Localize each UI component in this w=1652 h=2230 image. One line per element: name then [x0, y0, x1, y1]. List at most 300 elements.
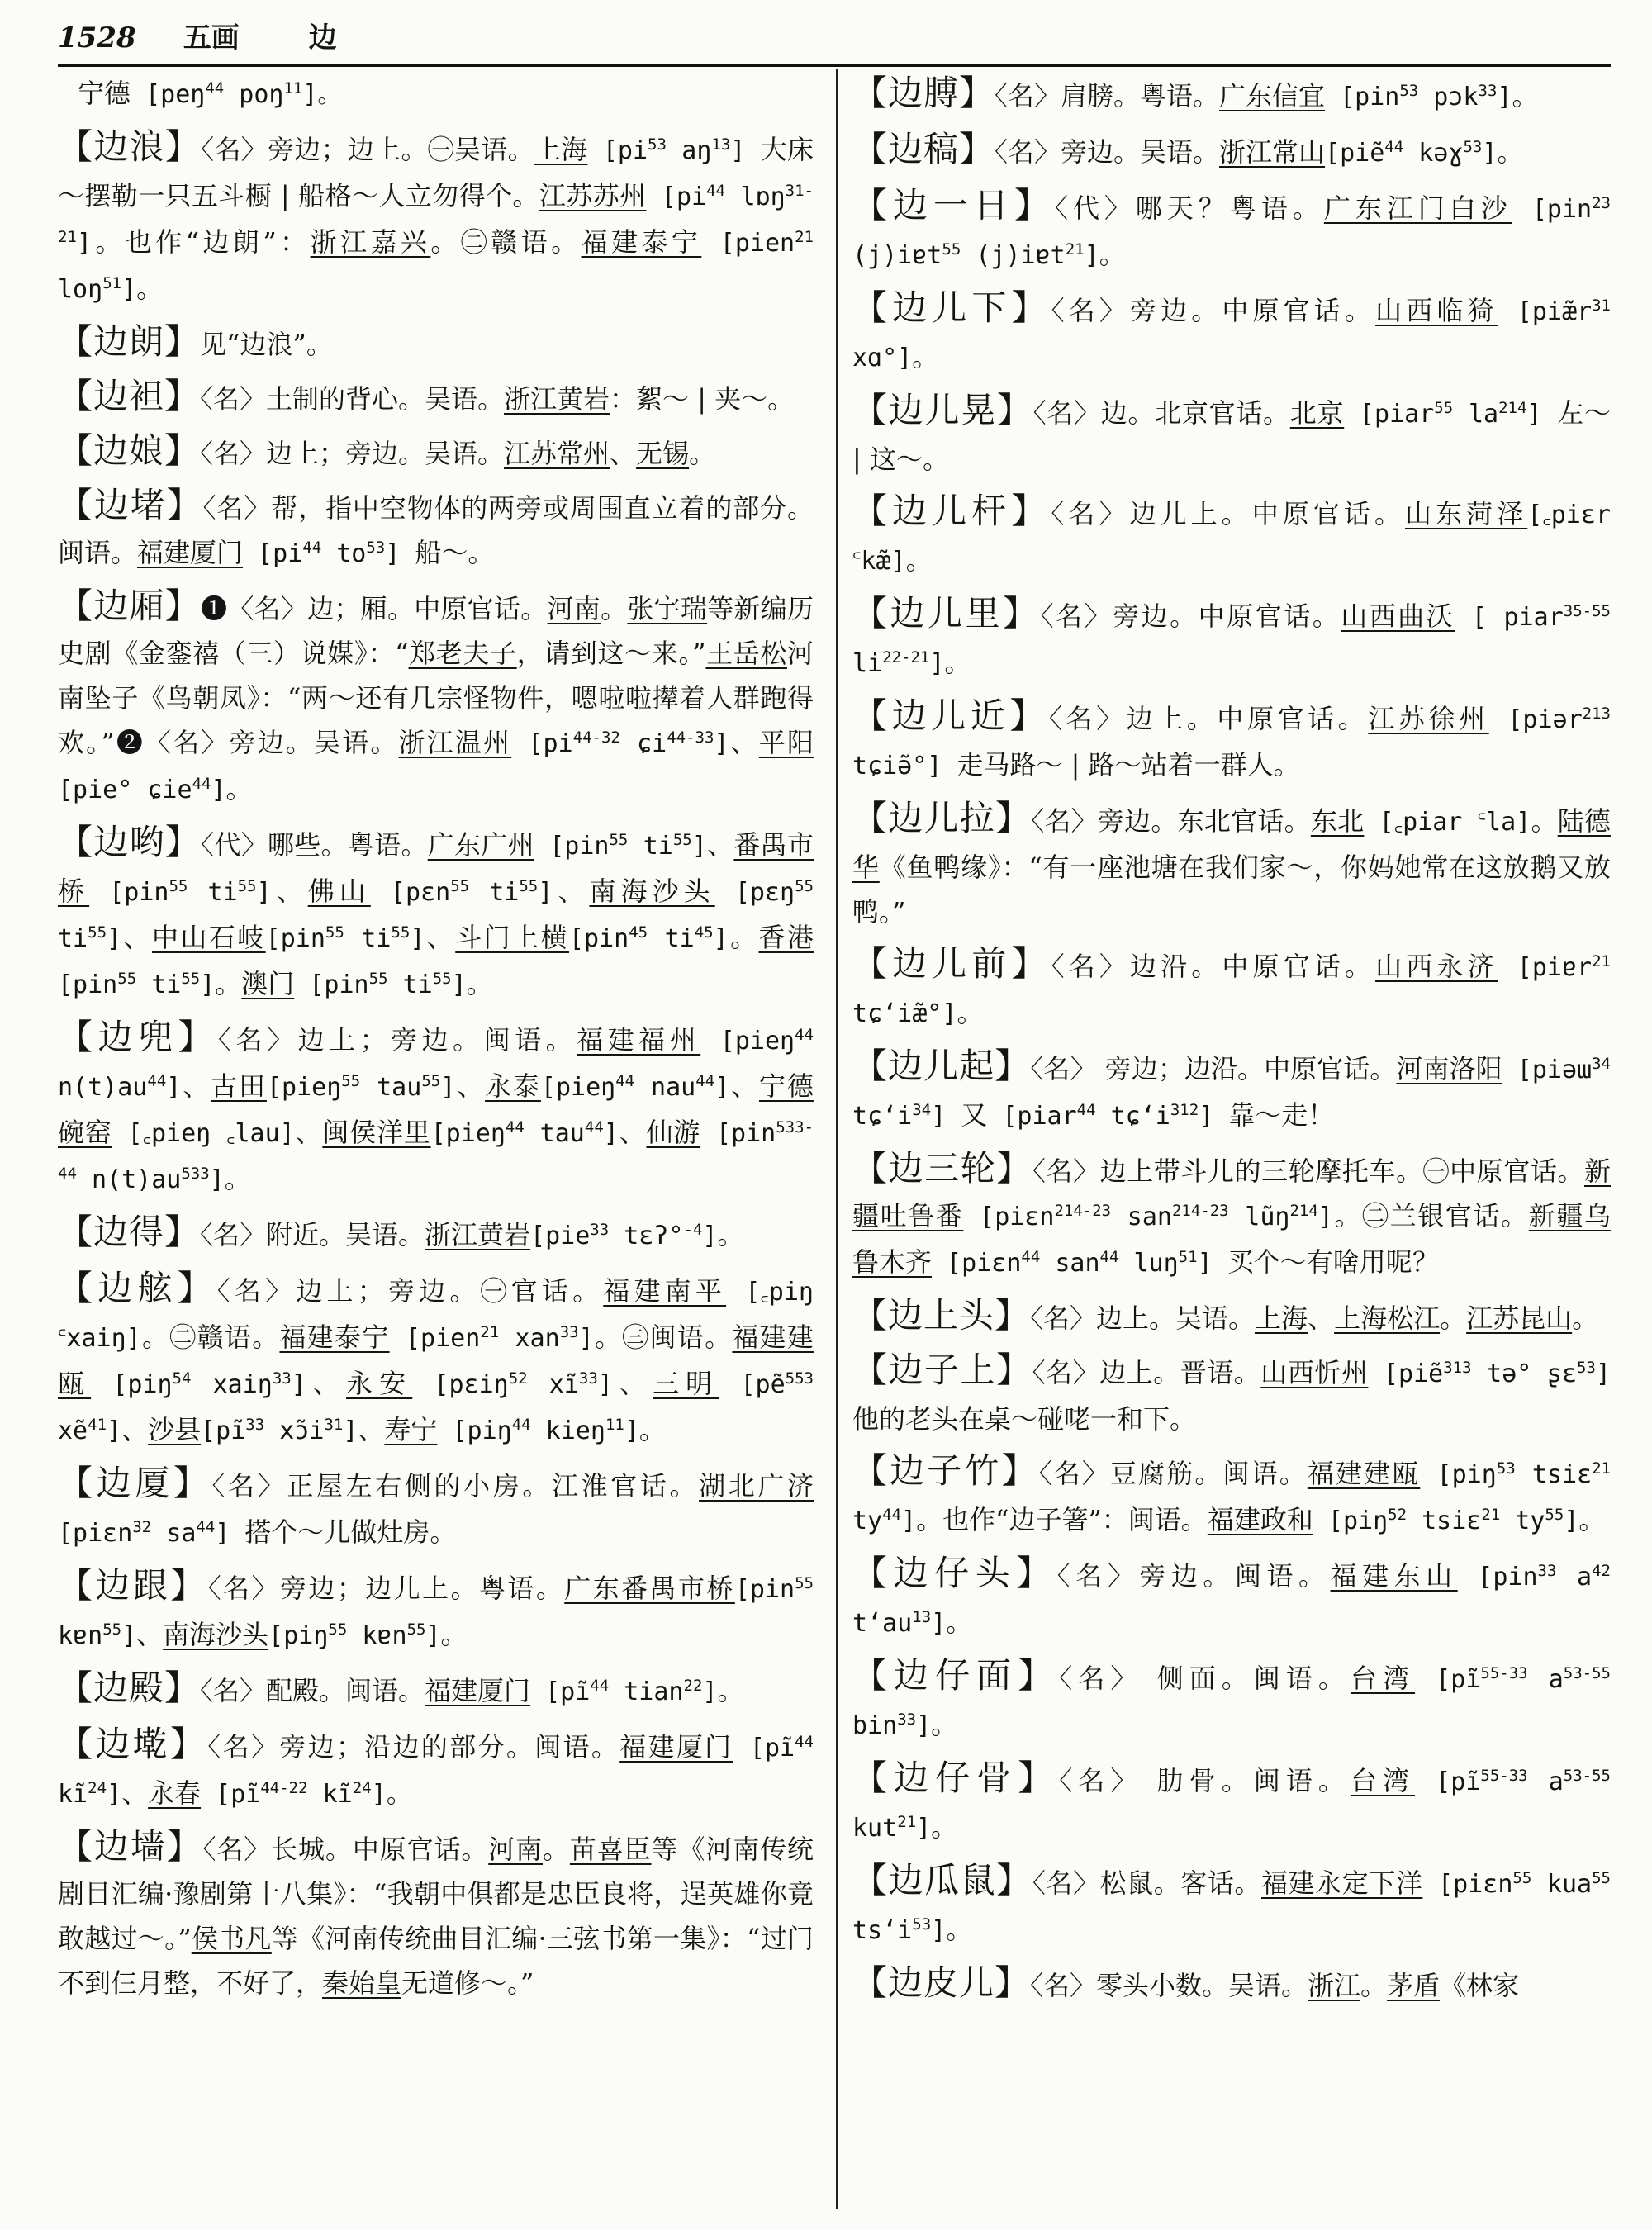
place-name: 侯书凡: [191, 1923, 272, 1954]
place-name: 上海松江: [1334, 1302, 1441, 1334]
place-name: 斗门上横: [455, 922, 569, 953]
definition-text: 。: [1360, 1970, 1388, 2001]
definition-text: 、: [121, 1414, 149, 1445]
dictionary-entry: [58, 1722, 814, 1817]
place-name: 福建厦门: [425, 1675, 531, 1706]
definition-text: 。: [912, 341, 939, 372]
phonetic-transcription: [peŋ$^{44}$ poŋ$^{11}$]。: [131, 79, 343, 109]
place-name: 永泰: [485, 1070, 541, 1102]
entry-headword: 【边子上】: [852, 1350, 1032, 1390]
entry-headword: 【边儿里】: [852, 593, 1041, 633]
phonetic-transcription: [$pĩ^{55-33}$ $a^{53-55}$ kut$^{21}$]: [852, 1767, 1611, 1843]
entry-headword: 【边膊】: [852, 73, 995, 113]
definition-text: 船～。: [415, 537, 495, 568]
phonetic-transcription: [piɛn$^{214-23}$ san$^{214-23}$ lũŋ$^{214}$]: [963, 1202, 1333, 1231]
entry-headword: 【边仔头】: [852, 1553, 1057, 1593]
definition-text: 〈名〉豆腐筋。闽语。: [1038, 1458, 1308, 1489]
left-column: [58, 71, 814, 2013]
definition-text: 、: [1308, 1302, 1335, 1334]
definition-text: 、: [121, 922, 152, 953]
entry-headword: 【边仔骨】: [852, 1758, 1060, 1798]
place-name: 福建建瓯: [58, 1321, 814, 1399]
phonetic-transcription: [piər$^{213}$ tɕiə̃°]: [852, 705, 1611, 780]
place-name: 沙县: [148, 1414, 202, 1445]
definition-text: 等《河南传统曲目汇编·三弦书第一集》：“过门不到仨月整，不好了，: [58, 1923, 814, 1999]
definition-text: 。: [1578, 1504, 1606, 1535]
definition-text: 〈名〉 肋骨。闽语。: [1059, 1765, 1351, 1796]
definition-text: 。㊁赣语。: [140, 1321, 280, 1353]
place-name: 浙江温州: [398, 727, 512, 758]
definition-text: 〈名〉边上。中原官话。: [1048, 703, 1369, 734]
entry-headword: 【边娘】: [58, 430, 201, 471]
dictionary-entry: [852, 1961, 1611, 2008]
dictionary-entry: [58, 320, 814, 367]
definition-text: 〈名〉松鼠。客话。: [1032, 1867, 1261, 1899]
place-name: 江苏昆山: [1466, 1302, 1573, 1334]
dictionary-entry: [852, 1044, 1611, 1139]
phonetic-transcription: [pin$^{55}$ $ti^{55}$]: [58, 970, 216, 999]
definition-text: 。㊁赣语。: [430, 226, 582, 258]
phonetic-transcription: [$pi^{44-32}$ ɕi$^{44-33}$]: [511, 728, 729, 758]
dictionary-entry: [852, 591, 1611, 686]
entry-headword: 【边三轮】: [852, 1148, 1032, 1189]
phonetic-transcription: [pieŋ$^{55}$ tau$^{55}$]: [266, 1072, 456, 1102]
definition-text: 〈名〉长城。中原官话。: [202, 1834, 489, 1865]
phonetic-transcription: [$pi^{44}$ lɒŋ$^{31-21}$]: [58, 182, 814, 258]
phonetic-transcription: [$pĩ^{44-22}$ $kĩ^{24}$]: [201, 1779, 387, 1809]
definition-text: 〈名〉肩膀。粤语。: [995, 80, 1220, 112]
definition-text: 。: [946, 1914, 973, 1945]
place-name: 香港: [758, 922, 814, 953]
place-name: 郑老夫子: [408, 638, 517, 669]
dictionary-entry: [852, 1146, 1611, 1286]
phonetic-transcription: [piŋ$^{55}$ kɐn$^{55}$]: [268, 1620, 441, 1650]
definition-text: 。: [136, 273, 164, 304]
definition-text: 〈名〉边沿。中原官话。: [1051, 951, 1376, 982]
dictionary-entry: [58, 584, 814, 813]
phonetic-transcription: [piŋ$^{53}$ tsiɛ$^{21}$ $ty^{44}$]: [852, 1459, 1611, 1535]
place-name: 福建泰宁: [279, 1321, 390, 1353]
definition-text: 。: [1497, 136, 1524, 168]
definition-text: 宁德: [78, 78, 131, 109]
place-name: 江苏苏州: [539, 180, 647, 211]
definition-text: 、: [729, 727, 759, 758]
definition-text: 。: [440, 1619, 468, 1650]
entry-headword: 【边厦】: [58, 1463, 212, 1503]
definition-text: 〈名〉附近。吴语。: [200, 1219, 425, 1250]
definition-text: 。: [215, 968, 242, 999]
definition-text: 、: [294, 1117, 323, 1148]
definition-text: 、: [729, 1070, 760, 1102]
dictionary-entry: [58, 1210, 814, 1259]
phonetic-transcription: [$pi^{53}$ $aŋ^{13}$]: [587, 135, 761, 165]
place-name: 福建南平: [603, 1275, 727, 1307]
dictionary-entry: [58, 1461, 814, 1556]
dictionary-entry: [852, 1756, 1611, 1851]
place-name: 福建永定下洋: [1261, 1867, 1423, 1899]
definition-text: 。㊂闽语。: [593, 1321, 733, 1353]
place-name: 秦始皇: [322, 1967, 402, 1999]
definition-text: 〈名〉边上。吴语。: [1030, 1302, 1256, 1334]
definition-text: 又: [961, 1099, 988, 1131]
definition-text: 〈名〉正屋左右侧的小房。江淮官话。: [211, 1470, 700, 1502]
phonetic-transcription: [pin$^{23}$ (j)iɐt$^{55}$ (j)iɐt$^{21}$]: [852, 194, 1611, 270]
place-name: 福建厦门: [620, 1731, 733, 1763]
phonetic-transcription: [piɛn$^{55}$ kua$^{55}$ tsʻi$^{53}$]: [852, 1869, 1611, 1945]
dictionary-entry: [58, 1666, 814, 1715]
place-name: 山西临猗: [1375, 295, 1498, 326]
place-name: 王岳松: [705, 638, 787, 669]
definition-text: 〈名〉边上；旁边。㊀官话。: [216, 1275, 604, 1307]
place-name: 浙江黄岩: [425, 1219, 531, 1250]
definition-text: 、: [610, 438, 637, 469]
place-name: 永安: [346, 1368, 413, 1399]
phonetic-transcription: [pin$^{55}$ $ti^{55}$]: [265, 923, 425, 953]
entry-headword: 【边舷】: [58, 1268, 217, 1308]
definition-text: 走马路～ | 路～站着一群人。: [957, 749, 1300, 780]
definition-text: 靠～走！: [1228, 1099, 1335, 1131]
definition-text: 。: [225, 773, 253, 804]
phonetic-transcription: [pie° ɕie$^{44}$]: [58, 775, 226, 804]
definition-text: 、: [136, 1619, 164, 1650]
place-name: 福建厦门: [137, 537, 244, 568]
definition-text: 〈名〉旁边。东北官话。: [1031, 805, 1311, 837]
phonetic-transcription: [pɛn$^{55}$ $ti^{55}$]: [370, 877, 553, 907]
definition-text: 〈名〉 旁边；边沿。中原官话。: [1030, 1053, 1397, 1084]
definition-text: 〈名〉边上带斗儿的三轮摩托车。㊀中原官话。: [1032, 1155, 1584, 1187]
phonetic-transcription: [piɛn$^{32}$ $sa^{44}$]: [58, 1518, 245, 1548]
place-name: 广东信宜: [1219, 80, 1326, 112]
place-name: 闽侯洋里: [322, 1117, 431, 1148]
dictionary-entry: [852, 71, 1611, 120]
definition-text: 等新编历史剧《金銮禧（三）说媒》：“: [58, 593, 814, 669]
dictionary-entry: [852, 1654, 1611, 1748]
entry-headword: 【边得】: [58, 1212, 201, 1252]
phonetic-transcription: [pieŋ$^{44}$ tau$^{44}$]: [430, 1118, 619, 1148]
place-name: 南海沙头: [589, 875, 715, 907]
definition-text: 。: [1099, 239, 1126, 270]
definition-text: 〈名〉旁边；边上。㊀吴语。: [201, 134, 534, 165]
entry-headword: 【边子竹】: [852, 1450, 1039, 1491]
place-name: 山西曲沃: [1341, 600, 1455, 632]
place-name: 陆德华: [852, 805, 1611, 883]
place-name: 福建东山: [1330, 1560, 1458, 1592]
place-name: 河南洛阳: [1396, 1053, 1502, 1084]
entry-headword: 【边兜】: [58, 1017, 219, 1057]
entry-headword: 【边厢】: [58, 586, 202, 626]
definition-text: 〈名〉边上；旁边。闽语。: [218, 1024, 577, 1056]
place-name: 浙江常山: [1219, 136, 1326, 168]
entry-headword: 【边儿晃】: [852, 390, 1033, 430]
definition-text: 、: [121, 1777, 149, 1809]
phonetic-transcription: [pieŋ$^{44}$ nau$^{44}$]: [540, 1072, 730, 1102]
phonetic-transcription: [pin$^{55}$ $ti^{55}$]: [89, 877, 272, 907]
place-name: 江苏常州: [504, 438, 610, 469]
definition-text: 搭个～儿做灶房。: [244, 1516, 457, 1548]
definition-text: 、: [425, 922, 456, 953]
definition-text: 〈代〉哪些。粤语。: [201, 829, 428, 861]
entry-headword: 【边墘】: [58, 1724, 208, 1764]
definition-text: 。: [689, 438, 716, 469]
phonetic-transcription: [$piæ̃r^{31}$ xɑ°]: [852, 297, 1611, 372]
entry-headword: 【边仔面】: [852, 1655, 1060, 1696]
definition-text: ，请到这～来。”: [516, 638, 706, 669]
phonetic-transcription: [pɛiŋ$^{52}$ $xĩ^{33}$]: [412, 1369, 613, 1399]
entry-headword: 【边上头】: [852, 1295, 1031, 1336]
entry-headword: 【边儿前】: [852, 943, 1051, 984]
definition-text: 。: [224, 1163, 251, 1194]
phonetic-transcription: [pieŋ$^{44}$ $n(t)au^{44}$]: [58, 1026, 814, 1102]
place-name: 宁德碗窑: [58, 1070, 814, 1148]
place-name: 福建建瓯: [1307, 1458, 1421, 1489]
phonetic-transcription: [pien$^{21}$ loŋ$^{51}$]: [58, 228, 814, 304]
phonetic-transcription: [꜀piŋ ꜂xaiŋ]: [58, 1278, 814, 1353]
definition-text: 。: [601, 593, 628, 624]
dictionary-entry: [58, 1266, 814, 1454]
definition-text: 《鱼鸭缘》：“有一座池塘在我们家～，你妈她常在这放鹅又放鸭。”: [852, 852, 1611, 928]
definition-text: 。: [931, 1811, 958, 1843]
entry-headword: 【边殿】: [58, 1668, 201, 1708]
dictionary-entry: [852, 1293, 1611, 1340]
definition-text: 〈名〉旁边；沿边的部分。闽语。: [207, 1731, 620, 1763]
phonetic-transcription: [pin$^{533-44}$ $n(t)au^{533}$]: [58, 1118, 814, 1194]
dictionary-entry: [852, 127, 1611, 176]
definition-text: 。: [638, 1414, 666, 1445]
phonetic-transcription: [piẽ$^{313}$ tə° ʂɛ$^{53}$]: [1368, 1359, 1611, 1388]
place-name: 山西忻州: [1260, 1357, 1369, 1388]
definition-text: 见“边浪”。: [200, 329, 333, 360]
phonetic-transcription: [꜀piar ꜂la]: [1364, 808, 1531, 837]
place-name: 寿宁: [384, 1414, 438, 1445]
entry-headword: 【边儿下】: [852, 287, 1051, 328]
dictionary-entry: [58, 125, 814, 312]
dictionary-entry: [852, 942, 1611, 1037]
dictionary-entry: [58, 374, 814, 421]
phonetic-transcription: [pie$^{33}$ tɛʔ°$^{-4}$]: [530, 1221, 718, 1250]
definition-text: 。: [717, 1675, 744, 1706]
page-header: [58, 18, 1611, 58]
header-rule: [58, 64, 1611, 67]
place-name: 山东菏泽: [1405, 498, 1528, 529]
place-name: 河南: [488, 1834, 543, 1865]
definition-text: 〈名〉边儿上。中原官话。: [1051, 498, 1406, 529]
phonetic-transcription: [pin$^{55}$ $ti^{55}$]: [534, 831, 707, 861]
definition-text: 〈名〉边上。晋语。: [1032, 1357, 1261, 1388]
place-name: 中山石岐: [151, 922, 266, 953]
place-name: 浙江嘉兴: [310, 226, 431, 258]
section-character: 边: [308, 21, 337, 55]
phonetic-transcription: [piŋ$^{54}$ xaiŋ$^{33}$]: [91, 1369, 306, 1399]
page-number: 1528: [58, 21, 136, 55]
definition-text: 大床～摆勒一只五斗橱 | 船格～人立勿得个。: [58, 134, 814, 211]
definition-text: 。: [905, 544, 933, 576]
definition-text: 。: [1440, 1302, 1467, 1334]
section-label: 五画: [183, 21, 240, 55]
phonetic-transcription: [$pĩ^{44}$ tian$^{22}$]: [530, 1677, 718, 1706]
phonetic-transcription: [piɛn$^{44}$ san$^{44}$ luŋ$^{51}$]: [932, 1248, 1227, 1278]
definition-text: 〈代〉哪天？粤语。: [1054, 192, 1324, 224]
definition-text: 。也作“边子箸”：闽语。: [916, 1504, 1208, 1535]
place-name: 福建泰宁: [581, 226, 702, 258]
definition-text: 〈名〉边上；旁边。吴语。: [200, 438, 505, 469]
definition-text: 。: [1572, 1302, 1599, 1334]
entry-headword: 【边墙】: [58, 1826, 203, 1867]
definition-text: 、: [306, 1368, 347, 1399]
dictionary-entry: [852, 1449, 1611, 1544]
definition-text: 、: [455, 1070, 486, 1102]
place-name: 台湾: [1350, 1663, 1416, 1694]
phonetic-transcription: [pin$^{55}$ kɐn$^{55}$]: [58, 1574, 814, 1650]
place-name: 山西永济: [1375, 951, 1498, 982]
column-divider: [836, 69, 838, 2209]
dictionary-entry: [852, 286, 1611, 381]
place-name: 仙游: [646, 1117, 701, 1148]
definition-text: 。: [1531, 805, 1558, 837]
place-name: 张宇瑞: [627, 593, 708, 624]
phonetic-transcription: [$pĩ^{55-33}$ $a^{53-55}$ bin$^{33}$]: [852, 1664, 1611, 1740]
definition-text: 〈名〉配殿。闽语。: [200, 1675, 425, 1706]
entry-continuation: [58, 71, 814, 117]
place-name: 北京: [1289, 397, 1345, 429]
place-name: 新疆吐鲁番: [852, 1155, 1611, 1231]
place-name: 福建政和: [1207, 1504, 1313, 1535]
entry-headword: 【边一日】: [852, 185, 1055, 225]
definition-text: 等《河南传统剧目汇编·豫剧第十八集》：“我朝中俱都是忠臣良将，逞英雄你竟敢越过～。”: [58, 1834, 814, 1954]
entry-headword: 【边哟】: [58, 822, 202, 862]
definition-text: 、: [181, 1070, 211, 1102]
phonetic-transcription: [piŋ$^{44}$ kieŋ$^{11}$]: [437, 1416, 639, 1445]
dictionary-entry: [58, 429, 814, 476]
dictionary-entry: [58, 1824, 814, 2005]
phonetic-transcription: [pẽ$^{553}$ xẽ$^{41}$]: [58, 1369, 814, 1445]
definition-text: 。㊁兰银官话。: [1332, 1200, 1529, 1231]
definition-text: 、: [271, 875, 308, 907]
definition-text: 〈名〉零头小数。吴语。: [1030, 1970, 1308, 2001]
place-name: 浙江: [1308, 1970, 1361, 2001]
definition-text: 。: [386, 1777, 413, 1809]
entry-headword: 【边儿起】: [852, 1046, 1031, 1086]
phonetic-transcription: [$pi^{44}$ $to^{53}$]: [243, 539, 415, 568]
entry-headword: 【边儿近】: [852, 695, 1049, 736]
definition-text: 、: [706, 829, 734, 861]
dictionary-entry: [852, 1551, 1611, 1646]
definition-text: 。: [543, 1834, 570, 1865]
definition-text: 。: [946, 1606, 973, 1638]
place-name: 新疆乌鲁木齐: [852, 1200, 1611, 1278]
definition-text: 〈名〉旁边。吴语。: [995, 136, 1220, 168]
definition-text: 。: [717, 1219, 744, 1250]
definition-text: 〈名〉帮，指中空物体的两旁或周围直立着的部分。闽语。: [58, 492, 814, 568]
definition-text: 〈名〉旁边。中原官话。: [1051, 295, 1376, 326]
phonetic-transcription: [$pĩ^{44}$ $kĩ^{24}$]: [58, 1733, 814, 1809]
definition-text: 。: [957, 997, 984, 1028]
phonetic-transcription: [$pĩ^{33}$ $xɔ̃i^{31}$]: [201, 1416, 358, 1445]
definition-text: 。: [944, 647, 971, 678]
place-name: 福建福州: [577, 1024, 701, 1056]
place-name: 南海沙头: [163, 1619, 269, 1650]
phonetic-transcription: [ piar$^{35-55}$ $li^{22-21}$]: [852, 602, 1611, 678]
place-name: 广东番禺市桥: [564, 1573, 735, 1604]
definition-text: 〈名〉旁边；边儿上。粤语。: [207, 1573, 565, 1604]
phonetic-transcription: [pin$^{33}$ $a^{42}$ tʻau$^{13}$]: [852, 1562, 1611, 1638]
place-name: 永春: [148, 1777, 202, 1809]
phonetic-transcription: [piɐr$^{21}$ tɕʻiæ̃°]: [852, 952, 1611, 1028]
definition-text: 、: [553, 875, 590, 907]
phonetic-transcription: [piəɯ$^{34}$ tɕʻi$^{34}$]: [852, 1055, 1611, 1131]
phonetic-transcription: [piar$^{44}$ tɕʻi$^{312}$]: [987, 1101, 1229, 1131]
definition-text: 、: [618, 1117, 647, 1148]
place-name: 茅盾: [1387, 1970, 1441, 2001]
entry-headword: 【边浪】: [58, 126, 202, 167]
definition-text: 。: [466, 968, 493, 999]
entry-headword: 【边跟】: [58, 1565, 208, 1606]
definition-text: 他的老头在桌～碰咾一和下。: [852, 1403, 1197, 1435]
place-name: 河南: [547, 593, 601, 624]
entry-headword: 【边堵】: [58, 485, 203, 525]
entry-headword: 【边袒】: [58, 376, 201, 416]
definition-text: 〈名〉边。北京官话。: [1032, 397, 1290, 429]
place-name: 上海: [534, 134, 588, 165]
entry-headword: 【边瓜鼠】: [852, 1860, 1032, 1900]
definition-text: 、: [358, 1414, 385, 1445]
place-name: 澳门: [241, 968, 295, 999]
phonetic-transcription: [꜀pieŋ ꜀lau]: [112, 1119, 295, 1148]
entry-headword: 【边儿拉】: [852, 798, 1032, 838]
dictionary-entry: [852, 694, 1611, 789]
definition-text: 。: [931, 1709, 958, 1740]
dictionary-entry: [852, 388, 1611, 482]
entry-headword: 【边皮儿】: [852, 1962, 1031, 2003]
place-name: 古田: [211, 1070, 267, 1102]
place-name: 湖北广济: [699, 1470, 814, 1502]
definition-text: 左～ | 这～。: [852, 397, 1611, 475]
place-name: 东北: [1310, 805, 1365, 837]
definition-text: 买个～有啥用呢？: [1227, 1246, 1439, 1278]
place-name: 上海: [1255, 1302, 1308, 1334]
phonetic-transcription: [piar$^{55}$ $la^{214}$]: [1344, 399, 1558, 429]
place-name: 广东江门白沙: [1323, 192, 1512, 224]
definition-text: 〈名〉 侧面。闽语。: [1059, 1663, 1351, 1694]
entry-headword: 【边朗】: [58, 321, 201, 362]
dictionary-entry: [852, 1858, 1611, 1953]
dictionary-entry: [852, 1348, 1611, 1441]
definition-text: ：絮～ | 夹～。: [610, 383, 795, 415]
phonetic-transcription: [piẽ$^{44}$ kəɣ$^{53}$]: [1325, 138, 1498, 168]
phonetic-transcription: [꜀piɛr ꜂kæ̃]: [852, 501, 1611, 576]
definition-text: 。也作“边朗”：: [91, 226, 311, 258]
place-name: 台湾: [1350, 1765, 1416, 1796]
place-name: 番禺市桥: [58, 829, 814, 907]
entry-headword: 【边稿】: [852, 129, 995, 169]
definition-text: 〈名〉土制的背心。吴语。: [200, 383, 505, 415]
place-name: 江苏徐州: [1368, 703, 1489, 734]
place-name: 平阳: [758, 727, 814, 758]
dictionary-entry: [58, 483, 814, 576]
dictionary-entry: [852, 489, 1611, 584]
place-name: 浙江黄岩: [504, 383, 610, 415]
phonetic-transcription: [pien$^{21}$ xan$^{33}$]: [389, 1323, 594, 1353]
phonetic-transcription: [pɛŋ$^{55}$ $ti^{55}$]: [58, 877, 814, 953]
phonetic-transcription: [pin$^{53}$ pɔk$^{33}$]: [1325, 82, 1512, 112]
definition-text: 河南坠子《鸟朝凤》：“两～还有几宗怪物件，嗯啦啦撵着人群跑得欢。”❷〈名〉旁边。吴语。: [58, 638, 814, 758]
definition-text: ❶〈名〉边；厢。中原官话。: [201, 593, 548, 624]
definition-text: 。: [728, 922, 759, 953]
definition-text: 〈名〉旁边。中原官话。: [1040, 600, 1341, 632]
dictionary-entry: [58, 820, 814, 1008]
right-column: [852, 71, 1611, 2015]
definition-text: 无道修～。”: [401, 1967, 534, 1999]
entry-headword: 【边儿杆】: [852, 491, 1051, 531]
